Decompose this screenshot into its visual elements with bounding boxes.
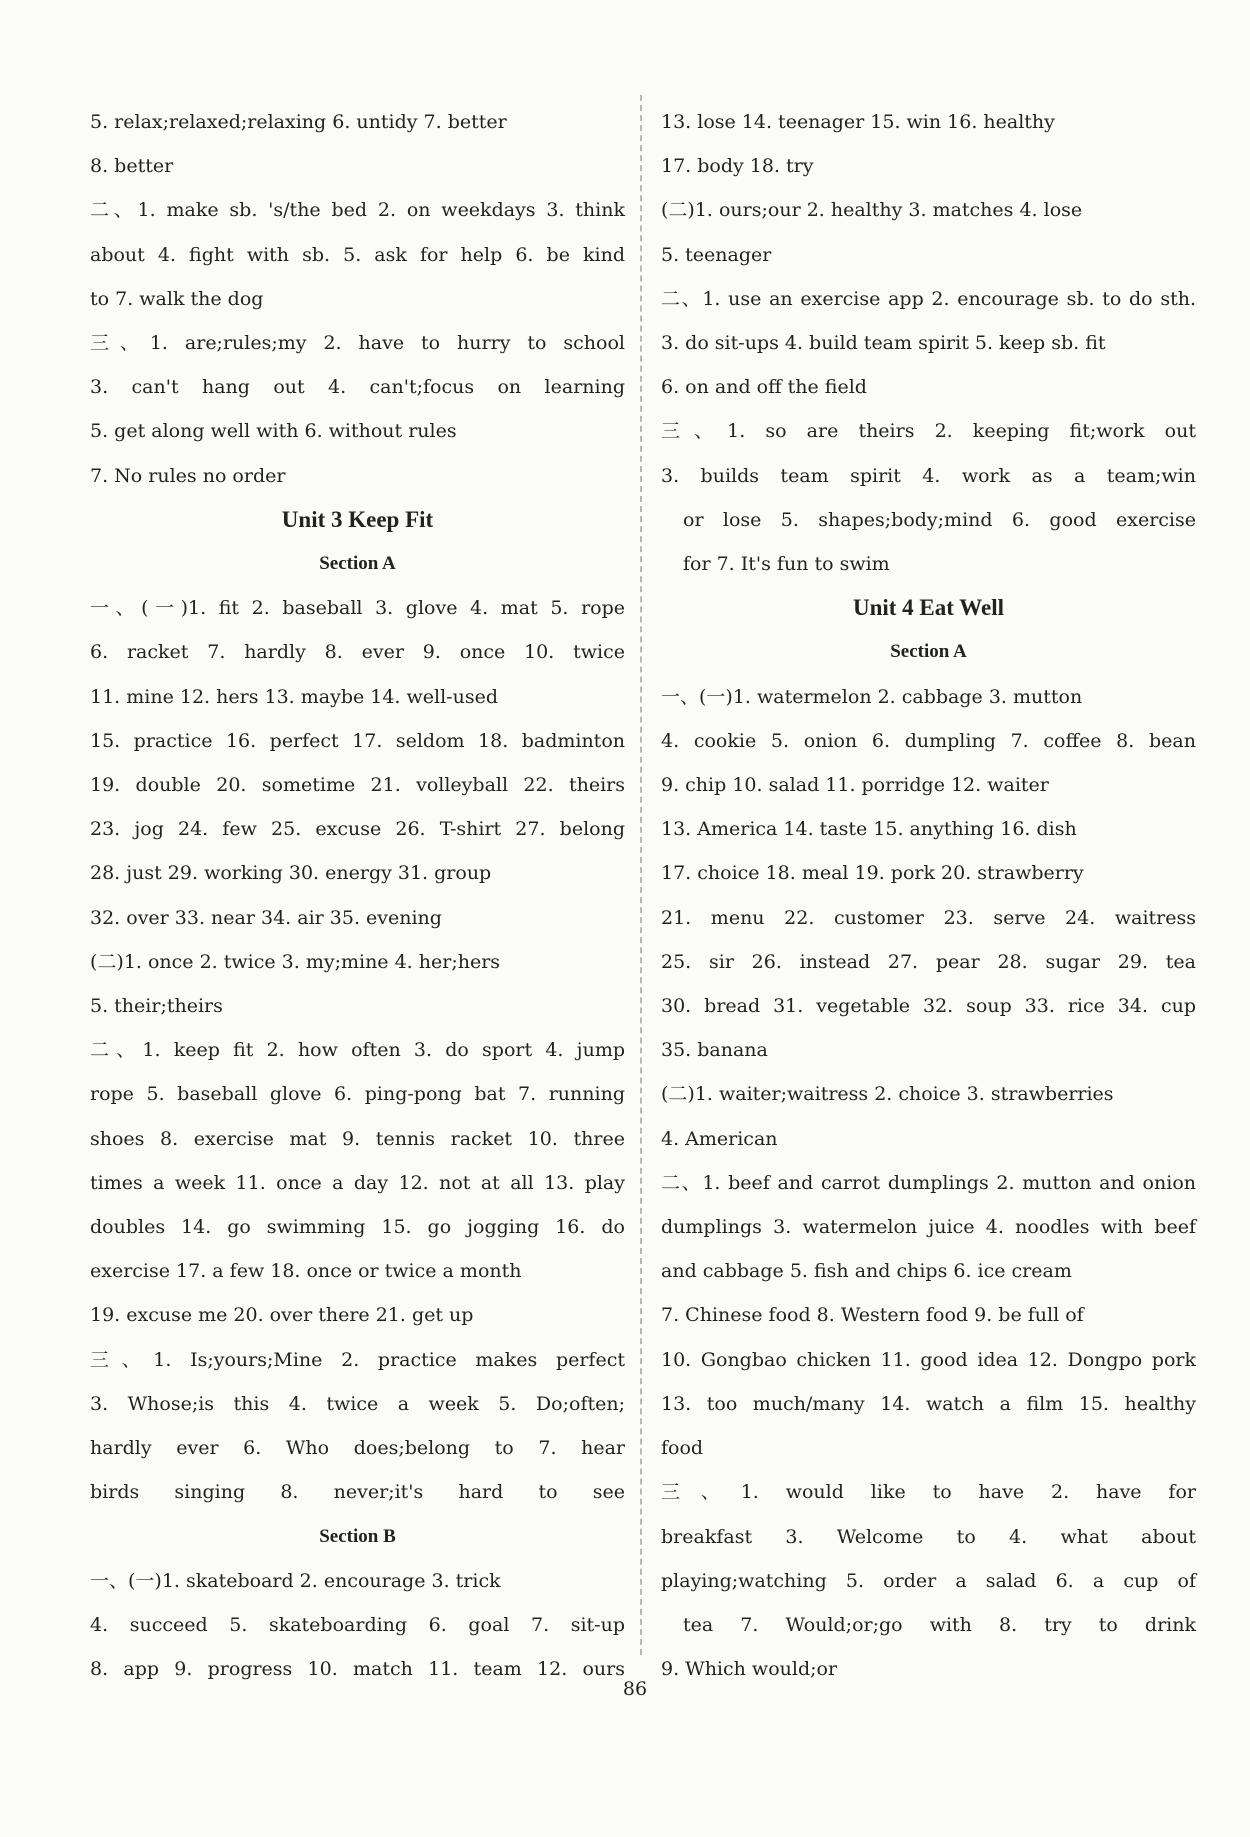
answer-line: playing;watching 5. order a salad 6. a cup of — [661, 1569, 1196, 1592]
answer-line: 6. on and off the field — [661, 376, 867, 399]
answer-line: 17. choice 18. meal 19. pork 20. strawberry — [661, 862, 1084, 885]
answer-line: 28. just 29. working 30. energy 31. group — [90, 862, 492, 885]
answer-line: 3. Whose;is this 4. twice a week 5. Do;often; — [90, 1392, 625, 1415]
answer-line: 30. bread 31. vegetable 32. soup 33. rice 34. cup — [661, 995, 1196, 1018]
answer-line: tea 7. Would;or;go with 8. try to drink — [683, 1613, 1196, 1636]
answer-line: 10. Gongbao chicken 11. good idea 12. Dongpo pork — [661, 1348, 1196, 1371]
answer-line: (二)1. waiter;waitress 2. choice 3. strawberries — [661, 1083, 1114, 1106]
answer-line: 一、(一)1. skateboard 2. encourage 3. trick — [90, 1569, 501, 1592]
section-b-heading: Section B — [319, 1525, 396, 1547]
answer-line: 13. lose 14. teenager 15. win 16. healthy — [661, 111, 1055, 133]
answer-line: 32. over 33. near 34. air 35. evening — [90, 906, 442, 929]
answer-line: dumplings 3. watermelon juice 4. noodles with beef — [661, 1216, 1196, 1239]
answer-line: 6. racket 7. hardly 8. ever 9. once 10. twice — [90, 641, 625, 664]
answer-line: and cabbage 5. fish and chips 6. ice cream — [661, 1260, 1072, 1283]
answer-line: 8. better — [90, 155, 174, 178]
answer-line: exercise 17. a few 18. once or twice a month — [90, 1260, 522, 1283]
answer-line: 3. do sit-ups 4. build team spirit 5. keep sb. fit — [661, 332, 1106, 355]
section-a-heading: Section A — [319, 553, 396, 575]
answer-line: 15. practice 16. perfect 17. seldom 18. badminton — [90, 729, 625, 752]
answer-line: 3. builds team spirit 4. work as a team;win — [661, 464, 1196, 487]
answer-line: food — [661, 1437, 704, 1460]
answer-line: shoes 8. exercise mat 9. tennis racket 10. three — [90, 1127, 625, 1150]
answer-line: 4. cookie 5. onion 6. dumpling 7. coffee 8. bean — [661, 729, 1196, 752]
answer-line: rope 5. baseball glove 6. ping-pong bat 7. running — [90, 1083, 625, 1106]
answer-line: 二、1. make sb. 's/the bed 2. on weekdays 3. think — [90, 199, 625, 222]
answer-line: 三、1. are;rules;my 2. have to hurry to school — [90, 332, 625, 355]
answer-line: 25. sir 26. instead 27. pear 28. sugar 29. tea — [661, 950, 1196, 973]
answer-line: 三、1. Is;yours;Mine 2. practice makes perfect — [90, 1348, 625, 1371]
answer-line: 7. No rules no order — [90, 464, 286, 487]
answer-line: 23. jog 24. few 25. excuse 26. T-shirt 27. belong — [90, 818, 625, 841]
answer-line: 9. Which would;or — [661, 1658, 838, 1681]
answer-line: about 4. fight with sb. 5. ask for help 6. be kind — [90, 243, 625, 266]
section-a-heading: Section A — [890, 641, 967, 663]
answer-line: (二)1. once 2. twice 3. my;mine 4. her;hers — [90, 950, 501, 973]
right-column — [661, 100, 1196, 1691]
answer-line: times a week 11. once a day 12. not at all 13. play — [90, 1171, 625, 1194]
answer-line: 8. app 9. progress 10. match 11. team 12. ours — [90, 1658, 625, 1681]
answer-line: hardly ever 6. Who does;belong to 7. hear — [90, 1437, 625, 1460]
answer-line: to 7. walk the dog — [90, 287, 264, 310]
answer-line: 7. Chinese food 8. Western food 9. be full of — [661, 1304, 1084, 1327]
answer-line: 5. get along well with 6. without rules — [90, 420, 457, 443]
answer-line: 11. mine 12. hers 13. maybe 14. well-used — [90, 685, 498, 708]
answer-line: for 7. It's fun to swim — [683, 553, 890, 576]
answer-line: or lose 5. shapes;body;mind 6. good exercise — [683, 508, 1196, 531]
answer-line: 21. menu 22. customer 23. serve 24. waitress — [661, 906, 1196, 929]
unit-3-heading: Unit 3 Keep Fit — [281, 506, 434, 532]
answer-line: 一、(一)1. fit 2. baseball 3. glove 4. mat 5. rope — [90, 597, 625, 620]
page-number: 86 — [622, 1678, 648, 1700]
answer-line: 5. teenager — [661, 243, 772, 266]
answer-line: 二、1. use an exercise app 2. encourage sb. to do sth. — [661, 287, 1196, 310]
answer-line: 4. American — [661, 1127, 778, 1150]
column-divider — [640, 95, 642, 1655]
answer-line: 二、1. keep fit 2. how often 3. do sport 4. jump — [90, 1039, 625, 1062]
answer-line: 13. too much/many 14. watch a film 15. healthy — [661, 1392, 1196, 1415]
answer-line: 13. America 14. taste 15. anything 16. dish — [661, 818, 1077, 841]
answer-line: 三、1. so are theirs 2. keeping fit;work out — [661, 420, 1196, 443]
answer-line: 19. double 20. sometime 21. volleyball 22. theirs — [90, 774, 625, 797]
answer-line: 5. their;theirs — [90, 995, 223, 1018]
answer-line: birds singing 8. never;it's hard to see — [90, 1481, 625, 1504]
answer-line: 19. excuse me 20. over there 21. get up — [90, 1304, 474, 1327]
answer-line: 17. body 18. try — [661, 155, 814, 178]
unit-4-heading: Unit 4 Eat Well — [852, 595, 1004, 621]
answer-line: 3. can't hang out 4. can't;focus on learning — [90, 376, 625, 399]
answer-line: (二)1. ours;our 2. healthy 3. matches 4. lose — [661, 199, 1083, 222]
answer-line: 一、(一)1. watermelon 2. cabbage 3. mutton — [661, 685, 1083, 708]
answer-line: 4. succeed 5. skateboarding 6. goal 7. sit-up — [90, 1613, 625, 1636]
answer-line: breakfast 3. Welcome to 4. what about — [661, 1525, 1196, 1548]
answer-line: 9. chip 10. salad 11. porridge 12. waiter — [661, 774, 1049, 797]
answer-line: 二、1. beef and carrot dumplings 2. mutton and onion — [661, 1171, 1196, 1194]
answer-line: 三、1. would like to have 2. have for — [661, 1481, 1196, 1504]
answer-line: 5. relax;relaxed;relaxing 6. untidy 7. better — [90, 111, 507, 133]
answer-line: doubles 14. go swimming 15. go jogging 16. do — [90, 1216, 625, 1239]
left-column — [90, 100, 625, 1691]
answer-line: 35. banana — [661, 1039, 768, 1062]
